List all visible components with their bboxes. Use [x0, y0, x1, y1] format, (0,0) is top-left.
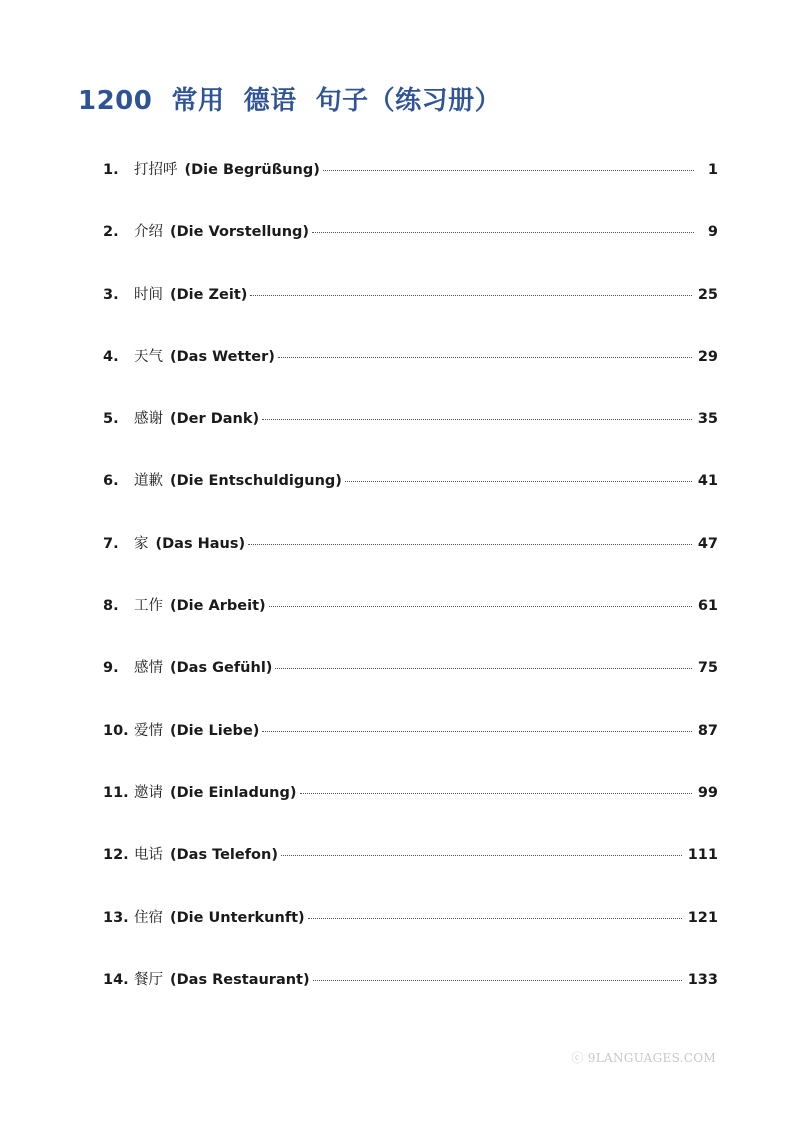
toc-entry-page-number: 29 — [697, 348, 718, 365]
toc-entry-german-title: (Die Begrüßung) — [184, 162, 320, 178]
toc-entry-chinese-title: 邀请 — [134, 784, 163, 801]
toc-entry-german-title: (Die Arbeit) — [170, 598, 266, 615]
toc-entry-page-number: 47 — [697, 535, 718, 552]
toc-entry-chinese-title: 感谢 — [134, 411, 163, 428]
toc-entry[interactable] — [103, 594, 718, 656]
toc-entry-number: 5. — [103, 411, 119, 428]
toc-entry-number: 2. — [103, 224, 119, 241]
toc-entry-page-number: 121 — [687, 909, 718, 926]
toc-entry[interactable] — [103, 843, 718, 905]
toc-dot-leader — [275, 668, 691, 669]
toc-entry-chinese-title: 爱情 — [134, 722, 163, 739]
toc-entry[interactable] — [103, 158, 718, 220]
toc-dot-leader — [308, 918, 682, 919]
toc-entry-chinese-title: 电话 — [134, 847, 163, 864]
toc-dot-leader — [281, 855, 682, 856]
toc-entry-number: 7. — [103, 535, 119, 552]
toc-entry-number: 4. — [103, 348, 119, 365]
toc-entry-german-title: (Das Wetter) — [170, 348, 275, 365]
toc-entry[interactable] — [103, 469, 718, 531]
toc-entry-number: 10. — [103, 722, 129, 739]
toc-entry-chinese-title: 家 — [134, 535, 149, 552]
page-title: 1200 常用 德语 句子（练习册） — [78, 86, 502, 116]
toc-entry-number: 9. — [103, 660, 119, 677]
toc-dot-leader — [345, 481, 692, 482]
toc-entry-german-title: (Das Haus) — [155, 535, 246, 552]
toc-entry-german-title: (Das Restaurant) — [170, 971, 310, 988]
toc-entry[interactable] — [103, 220, 718, 282]
toc-dot-leader — [300, 793, 692, 794]
toc-entry-number: 8. — [103, 598, 119, 615]
toc-entry-german-title: (Die Unterkunft) — [170, 909, 305, 926]
toc-entry-german-title: (Die Einladung) — [170, 784, 297, 801]
toc-entry-number: 13. — [103, 909, 129, 926]
table-of-contents — [103, 158, 718, 1030]
toc-entry-page-number: 61 — [697, 598, 718, 615]
toc-entry-german-title: (Die Liebe) — [170, 722, 260, 739]
toc-entry-number: 3. — [103, 286, 119, 303]
toc-dot-leader — [250, 295, 691, 296]
toc-entry-number: 1. — [103, 162, 119, 178]
copyright-footer: ⓒ 9LANGUAGES.COM — [571, 1051, 716, 1065]
toc-entry[interactable] — [103, 345, 718, 407]
toc-entry[interactable] — [103, 656, 718, 718]
toc-entry-chinese-title: 餐厅 — [134, 971, 163, 988]
toc-dot-leader — [278, 357, 692, 358]
toc-dot-leader — [313, 980, 682, 981]
toc-dot-leader — [262, 731, 691, 732]
toc-entry-page-number: 99 — [697, 784, 718, 801]
toc-entry-number: 11. — [103, 784, 129, 801]
toc-entry[interactable] — [103, 283, 718, 345]
toc-entry-number: 12. — [103, 847, 129, 864]
toc-entry-page-number: 111 — [687, 847, 718, 864]
toc-entry-german-title: (Der Dank) — [170, 411, 260, 428]
toc-entry-page-number: 41 — [697, 473, 718, 490]
toc-entry-page-number: 9 — [707, 224, 718, 241]
toc-entry-page-number: 1 — [707, 162, 718, 178]
toc-entry-chinese-title: 感情 — [134, 660, 163, 677]
toc-entry-number: 14. — [103, 971, 129, 988]
toc-entry-german-title: (Das Gefühl) — [170, 660, 273, 677]
toc-entry-chinese-title: 打招呼 — [134, 162, 178, 178]
toc-dot-leader — [323, 170, 694, 171]
toc-entry-german-title: (Die Vorstellung) — [170, 224, 310, 241]
toc-entry-number: 6. — [103, 473, 119, 490]
toc-entry-chinese-title: 天气 — [134, 348, 163, 365]
toc-entry[interactable] — [103, 407, 718, 469]
toc-dot-leader — [269, 606, 692, 607]
toc-entry[interactable] — [103, 968, 718, 1030]
toc-entry[interactable] — [103, 719, 718, 781]
toc-entry-chinese-title: 工作 — [134, 598, 163, 615]
toc-entry[interactable] — [103, 906, 718, 968]
toc-entry-page-number: 87 — [697, 722, 718, 739]
toc-entry-page-number: 75 — [697, 660, 718, 677]
toc-dot-leader — [262, 419, 692, 420]
toc-entry-page-number: 133 — [687, 971, 718, 988]
toc-entry-page-number: 35 — [697, 411, 718, 428]
toc-entry-german-title: (Das Telefon) — [170, 847, 278, 864]
toc-entry-chinese-title: 道歉 — [134, 473, 163, 490]
toc-entry-german-title: (Die Entschuldigung) — [170, 473, 342, 490]
toc-entry-chinese-title: 介绍 — [134, 224, 163, 241]
toc-entry[interactable] — [103, 532, 718, 594]
toc-dot-leader — [248, 544, 692, 545]
toc-entry-german-title: (Die Zeit) — [170, 286, 248, 303]
toc-entry-chinese-title: 时间 — [134, 286, 163, 303]
toc-entry[interactable] — [103, 781, 718, 843]
toc-entry-chinese-title: 住宿 — [134, 909, 163, 926]
toc-entry-page-number: 25 — [697, 286, 718, 303]
toc-dot-leader — [312, 232, 694, 233]
